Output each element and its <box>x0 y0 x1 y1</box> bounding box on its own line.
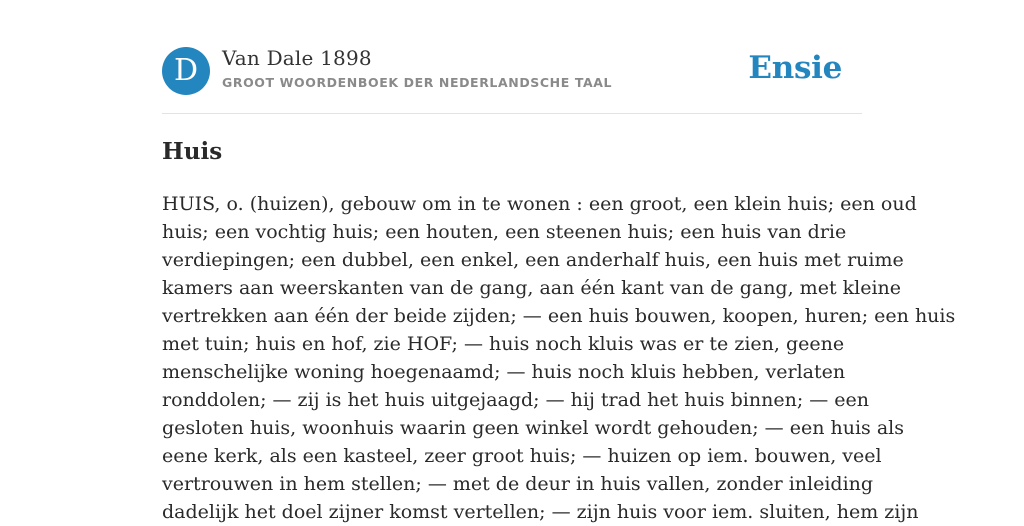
brand-logo[interactable]: Ensie <box>748 50 842 86</box>
page <box>162 0 956 523</box>
header-divider <box>162 113 862 114</box>
source-avatar[interactable]: D <box>162 47 210 95</box>
definition-line: vertrekken aan één der beide zijden; — een huis bouwen, koopen, huren; een huis <box>162 305 956 327</box>
source-title[interactable]: Van Dale 1898 <box>222 46 372 70</box>
definition-line: huis; een vochtig huis; een houten, een steenen huis; een huis van drie <box>162 221 847 243</box>
definition-line: eene kerk, als een kasteel, zeer groot huis; — huizen op iem. bouwen, veel <box>162 445 882 467</box>
source-subtitle: GROOT WOORDENBOEK DER NEDERLANDSCHE TAAL <box>222 75 613 90</box>
definition-line: HUIS, o. (huizen), gebouw om in te wonen : een groot, een klein huis; een oud <box>162 193 917 215</box>
definition-line: vertrouwen in hem stellen; — met de deur in huis vallen, zonder inleiding <box>162 473 874 495</box>
definition-line: gesloten huis, woonhuis waarin geen winkel wordt gehouden; — een huis als <box>162 417 904 439</box>
header <box>162 46 862 96</box>
entry-definition <box>162 190 956 526</box>
definition-line: verdiepingen; een dubbel, een enkel, een anderhalf huis, een huis met ruime <box>162 249 904 271</box>
definition-line: ronddolen; — zij is het huis uitgejaagd; — hij trad het huis binnen; — een <box>162 389 870 411</box>
definition-line: kamers aan weerskanten van de gang, aan één kant van de gang, met kleine <box>162 277 902 299</box>
definition-line: menschelijke woning hoegenaamd; — huis noch kluis hebben, verlaten <box>162 361 846 383</box>
entry-title: Huis <box>162 138 223 165</box>
definition-line: dadelijk het doel zijner komst vertellen; — zijn huis voor iem. sluiten, hem zijn <box>162 501 919 523</box>
definition-line: met tuin; huis en hof, zie HOF; — huis noch kluis was er te zien, geene <box>162 333 845 355</box>
